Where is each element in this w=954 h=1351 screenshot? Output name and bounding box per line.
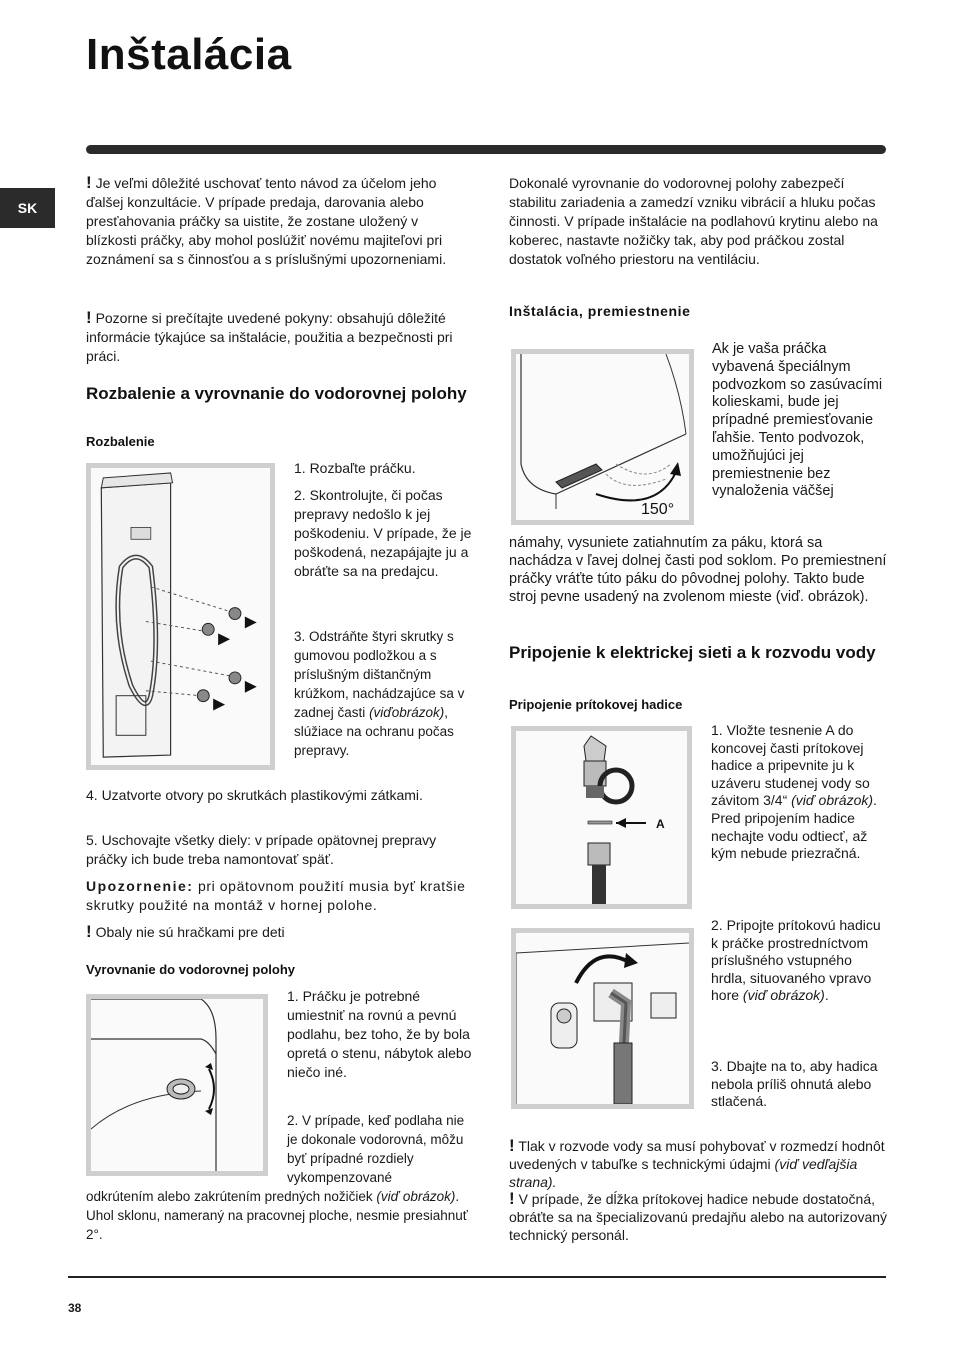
warning-exclamation-icon: !: [509, 1136, 515, 1155]
subheading-leveling: Vyrovnanie do vodorovnej polohy: [86, 962, 295, 977]
hose-step-3: 3. Dbajte na to, aby hadica nebola príliš ohnutá alebo stlačená.: [711, 1058, 878, 1110]
hose-seal-illustration: [516, 731, 687, 904]
unpack-step-5: 5. Uschovajte všetky diely: v prípade opätovnej prepravy práčky ich bude treba namontovať späť.: [86, 832, 437, 867]
level-step-2: 2. V prípade, keď podlaha nie je dokonale vodorovná, môžu byť prípadné rozdiely vykompenzované: [287, 1113, 465, 1185]
hose-step-2: 2. Pripojte prítokovú hadicu k práčke prostredníctvom príslušného vstupného hrdla, situovaného vpravo hore (viď obrázok).: [711, 917, 881, 1004]
unpack-step-1: 1. Rozbaľte práčku.: [294, 460, 416, 476]
adjustable-foot-illustration: [91, 999, 263, 1171]
unpack-step-3: 3. Odstráňte štyri skrutky s gumovou podložkou a s príslušným dištančným krúžkom, nachádzajúce sa v zadnej časti (viďobrázok), slúžiace na ochranu počas prepravy.: [294, 629, 465, 758]
warning-note: Upozornenie: pri opätovnom použití musia byť kratšie skrutky použité na montáž v hornej polohe.: [86, 878, 466, 913]
angle-label: 150°: [641, 501, 675, 518]
unpack-step-4: 4. Uzatvorte otvory po skrutkách plastikovými zátkami.: [86, 787, 423, 803]
seal-label-a: A: [656, 817, 665, 831]
moving-text-full: námahy, vysuniete zatiahnutím za páku, ktorá sa nachádza v ľavej dolnej časti pod soklom. Po premiestnení práčky vráťte túto páku do pôvodnej polohy. Takto bude stroj pevne usadený na zvolenom mieste (viď. obrázok).: [509, 535, 887, 605]
section-heading-unpacking: Rozbalenie a vyrovnanie do vodorovnej polohy: [86, 384, 467, 403]
figure-moving-lever: [511, 349, 694, 525]
level-step-1: 1. Práčku je potrebné umiestniť na rovnú a pevnú podlahu, bez toho, že by bola opretá o stenu, nábytok alebo niečo iné.: [287, 988, 472, 1080]
intro-paragraph-1: ! Je veľmi dôležité uschovať tento návod za účelom jeho ďalšej konzultácie. V prípade predaja, darovania alebo presťahovania práčky sa uistite, že zostane uložený v blízkosti práčky, aby mohol poslúžiť novému majiteľovi pri zoznámení sa s činnosťou a s príslušnými upozorneniami.: [86, 173, 447, 267]
warning-exclamation-icon: !: [509, 1189, 515, 1208]
figure-hose-inlet: [511, 928, 694, 1109]
inlet-connection-illustration: [516, 933, 689, 1104]
warning-exclamation-icon: !: [86, 308, 92, 327]
water-pressure-warning: ! Tlak v rozvode vody sa musí pohybovať v rozmedzí hodnôt uvedených v tabuľke s technickými údajmi (viď vedľajšia strana).: [509, 1136, 885, 1190]
unpack-step-2: 2. Skontrolujte, či počas prepravy nedošlo k jej poškodeniu. V prípade, že je poškodená, nezapájajte ju a obráťte sa na predajcu.: [294, 487, 472, 579]
language-tab: SK: [0, 188, 55, 228]
leveling-continued: Dokonalé vyrovnanie do vodorovnej polohy zabezpečí stabilitu zariadenia a zamedzí vzniku vibrácií a hluku počas činnosti. V prípade inštalácie na podlahovú krytinu alebo na koberec, nastavte nožičky tak, aby pod práčkou zostal dostatok voľného priestoru na ventiláciu.: [509, 175, 878, 267]
hose-length-warning: ! V prípade, že dĺžka prítokovej hadice nebude dostatočná, obráťte sa na špecializovanú predajňu alebo na autorizovaný technický personál.: [509, 1189, 888, 1243]
warning-exclamation-icon: !: [86, 922, 92, 941]
wheel-lever-illustration: [516, 354, 689, 520]
subheading-unpacking: Rozbalenie: [86, 434, 155, 449]
moving-text-side: Ak je vaša práčka vybavená špeciálnym podvozkom so zasúvacími kolieskami, bude jej prípadné premiesťovanie ľahšie. Tento podvozok, umožňujúci jej premiestnenie bez vynaloženia väčšej: [712, 341, 883, 500]
level-step-2-continued: odkrútením alebo zakrútením predných nožičiek (viď obrázok). Uhol sklonu, nameraný na pracovnej ploche, nesmie presiahnuť 2°.: [86, 1189, 468, 1242]
title-divider: [86, 145, 886, 154]
packaging-warning: ! Obaly nie sú hračkami pre deti: [86, 922, 285, 941]
page-number: 38: [68, 1301, 82, 1315]
page-title: Inštalácia: [86, 30, 292, 79]
intro-paragraph-2: ! Pozorne si prečítajte uvedené pokyny: obsahujú dôležité informácie týkajúce sa inštalácie, použitia a bezpečnosti pri práci.: [86, 308, 453, 364]
washer-back-illustration: [91, 468, 270, 765]
figure-leveling-foot: [86, 994, 268, 1176]
warning-exclamation-icon: !: [86, 173, 92, 192]
section-heading-connection: Pripojenie k elektrickej sieti a k rozvodu vody: [509, 643, 876, 662]
subheading-inlet-hose: Pripojenie prítokovej hadice: [509, 697, 683, 712]
hose-step-1: 1. Vložte tesnenie A do koncovej časti prítokovej hadice a pripevnite ju k uzáveru studenej vody so závitom 3/4“ (viď obrázok). Pred pripojením hadice nechajte vodu odtiecť, až kým nebude priezračná.: [711, 722, 877, 862]
figure-hose-seal: [511, 726, 692, 909]
footer-divider: [68, 1276, 886, 1278]
subheading-moving: Inštalácia, premiestnenie: [509, 303, 691, 319]
figure-transport-screws: [86, 463, 275, 770]
